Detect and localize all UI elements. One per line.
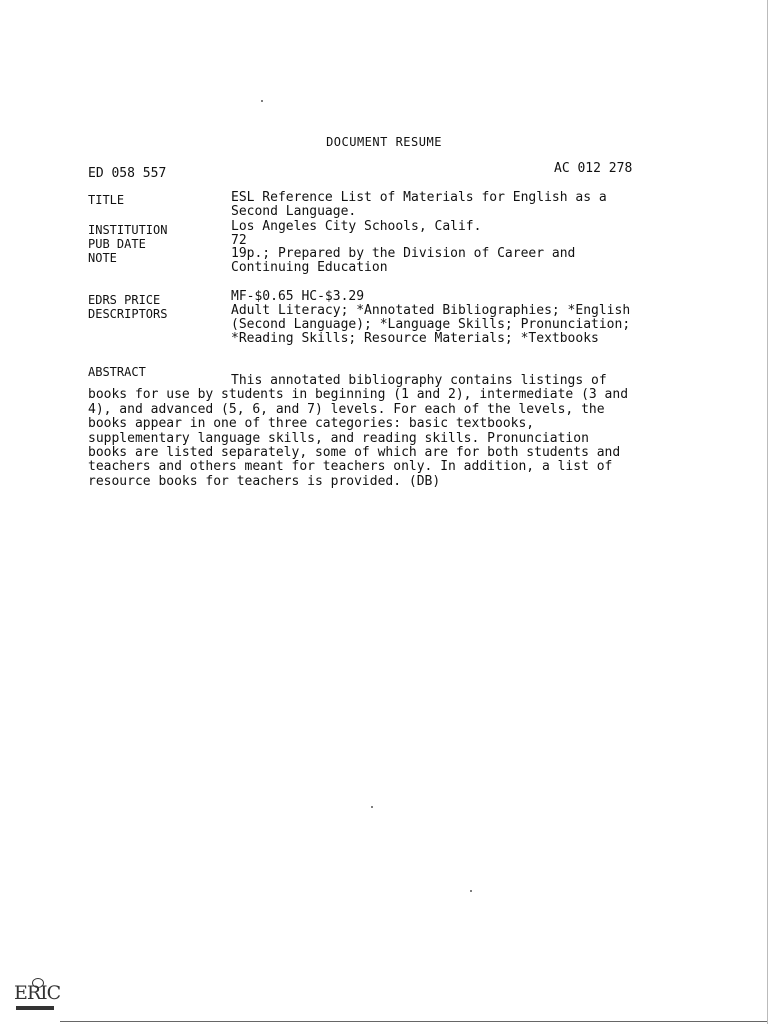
- edrs-price-line: MF-$0.65 HC-$3.29: [231, 289, 365, 304]
- title-label: TITLE: [88, 193, 125, 207]
- descriptors-line: *Reading Skills; Resource Materials; *Textbooks: [231, 331, 599, 346]
- descriptors-line: Adult Literacy; *Annotated Bibliographies; *English: [231, 303, 631, 318]
- edrs-price-value: [231, 290, 711, 304]
- abstract-body: [88, 374, 718, 489]
- abstract-line: books for use by students in beginning (1 and 2), intermediate (3 and: [88, 387, 629, 403]
- abstract-line: 4), and advanced (5, 6, and 7) levels. For each of the levels, the: [88, 401, 605, 417]
- note-label: NOTE: [88, 251, 117, 265]
- institution-label: INSTITUTION: [88, 223, 168, 237]
- abstract-label: ABSTRACT: [88, 365, 146, 379]
- descriptors-label: DESCRIPTORS: [88, 307, 168, 321]
- abstract-line: books are listed separately, some of which are for both students and: [88, 444, 621, 460]
- eric-logo-text: ERIC: [14, 982, 61, 1004]
- note-value: [231, 247, 711, 275]
- scan-speck: [470, 890, 472, 892]
- abstract-line: resource books for teachers is provided. (DB): [88, 473, 441, 489]
- eric-logo-strip: [16, 1006, 54, 1010]
- institution-value: [231, 220, 711, 234]
- abstract-line: teachers and others meant for teachers only. In addition, a list of: [88, 459, 613, 475]
- ed-number: ED 058 557: [88, 166, 167, 181]
- abstract-line: This annotated bibliography contains listings of: [231, 373, 607, 388]
- title-line: ESL Reference List of Materials for English as a: [231, 190, 607, 205]
- eric-logo-icon: [14, 978, 61, 1012]
- descriptors-line: (Second Language); *Language Skills; Pronunciation;: [231, 317, 631, 332]
- document-heading: DOCUMENT RESUME: [326, 135, 442, 149]
- abstract-line: books appear in one of three categories: basic textbooks,: [88, 416, 535, 432]
- abstract-line: supplementary language skills, and reading skills. Pronunciation: [88, 430, 589, 446]
- scan-speck: [371, 806, 373, 808]
- scan-speck: [261, 100, 263, 102]
- ac-number: AC 012 278: [554, 161, 633, 176]
- edrs-price-label: EDRS PRICE: [88, 293, 161, 307]
- note-line: 19p.; Prepared by the Division of Career and: [231, 246, 576, 261]
- scan-bottom-edge: [60, 1021, 768, 1022]
- title-value: [231, 191, 711, 219]
- pub-date-label: PUB DATE: [88, 237, 146, 251]
- title-line: Second Language.: [231, 204, 357, 219]
- descriptors-value: [231, 304, 711, 346]
- pub-date-line: 72: [231, 233, 247, 248]
- note-line: Continuing Education: [231, 260, 388, 275]
- institution-line: Los Angeles City Schools, Calif.: [231, 219, 482, 234]
